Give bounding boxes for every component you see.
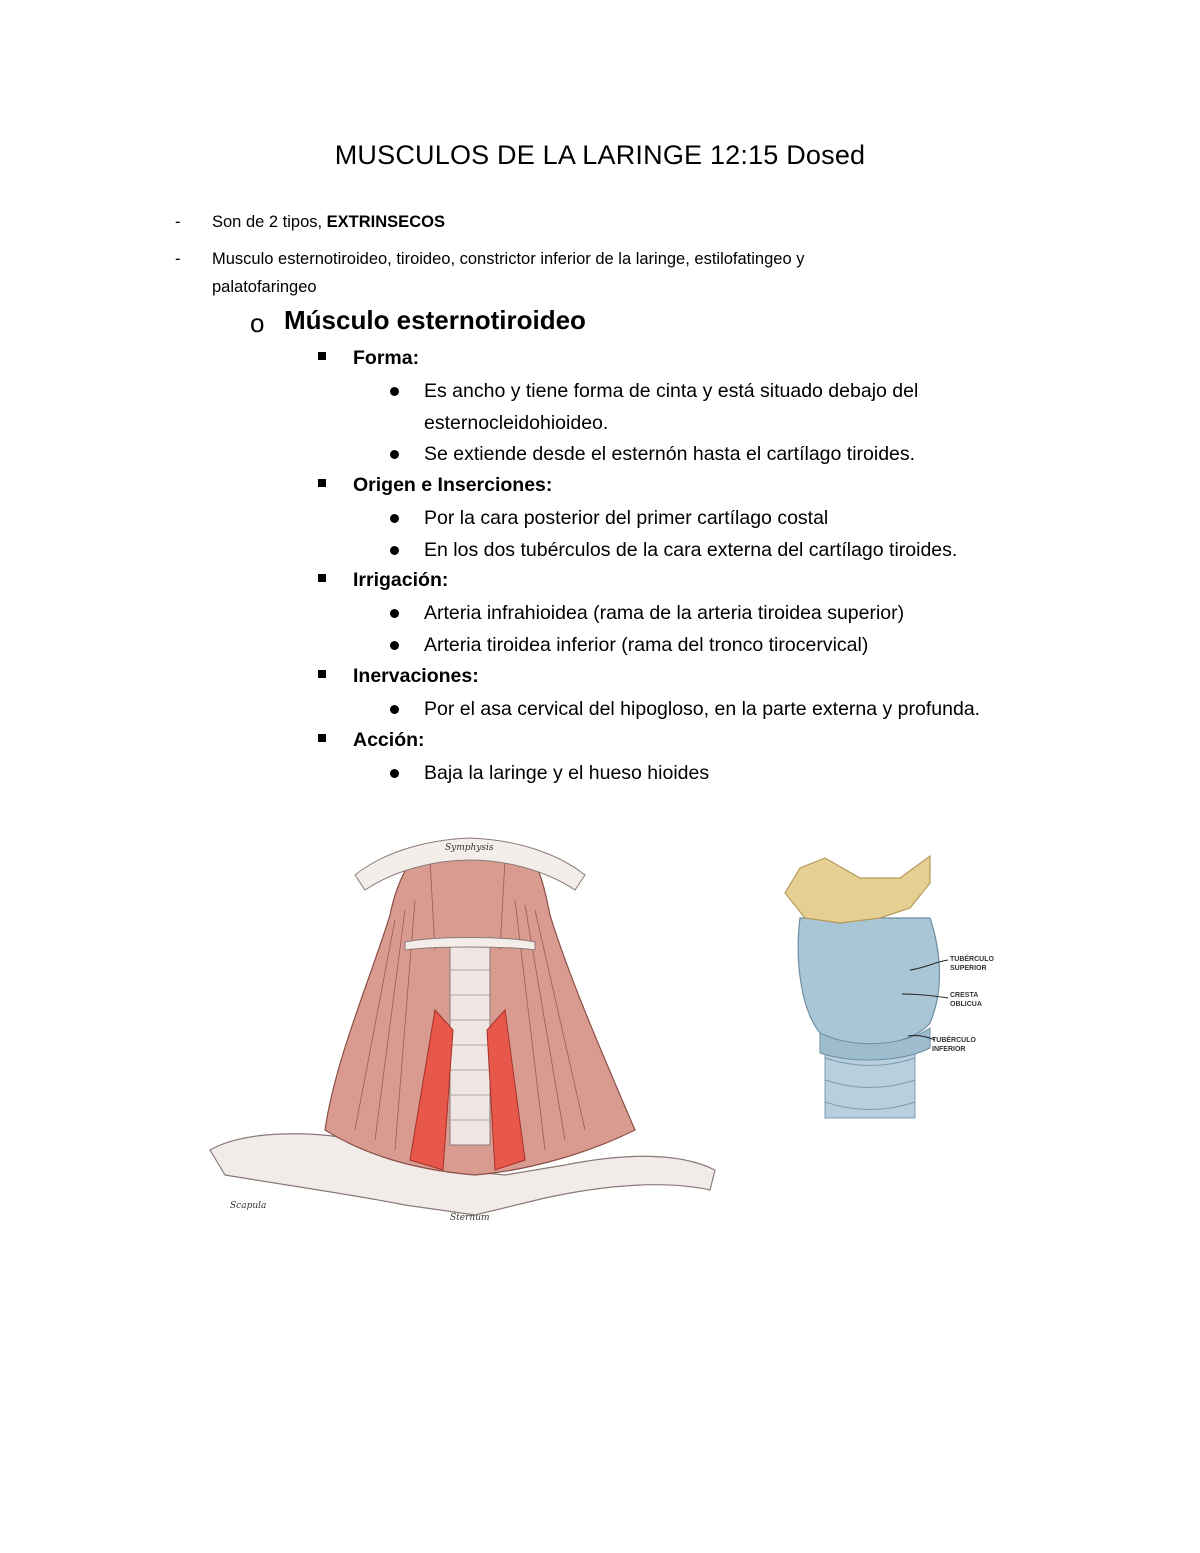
thyroid-cartilage bbox=[798, 918, 939, 1045]
subheading-label: Irrigación: bbox=[353, 569, 449, 591]
intro-text-bold: EXTRINSECOS bbox=[326, 213, 445, 231]
list-item-line: esternocleidohioideo. bbox=[424, 412, 609, 434]
subheading-label: Origen e Inserciones: bbox=[353, 474, 553, 496]
list-item-text bbox=[424, 375, 918, 439]
label-tuberculo-superior-2: SUPERIOR bbox=[950, 965, 987, 972]
neck-muscles-illustration bbox=[205, 830, 720, 1230]
list-item-text: Arteria infrahioidea (rama de la arteria tiroidea superior) bbox=[424, 602, 905, 624]
list-item-text: Por el asa cervical del hipogloso, en la parte externa y profunda. bbox=[424, 698, 981, 720]
dash-bullet: - bbox=[175, 250, 181, 268]
round-bullet bbox=[390, 450, 399, 459]
label-cresta-oblicua-1: CRESTA bbox=[950, 992, 979, 999]
circle-bullet: o bbox=[250, 308, 265, 338]
square-bullet bbox=[318, 574, 326, 582]
hyoid-bone bbox=[785, 856, 930, 923]
dash-bullet: - bbox=[175, 213, 181, 231]
subheading-label: Inervaciones: bbox=[353, 665, 479, 687]
intro-text bbox=[212, 208, 972, 236]
list-item-text: En los dos tubérculos de la cara externa del cartílago tiroides. bbox=[424, 539, 958, 561]
list-item-text: Arteria tiroidea inferior (rama del tronco tirocervical) bbox=[424, 634, 869, 656]
label-tuberculo-inferior-1: TUBÉRCULO bbox=[932, 1037, 976, 1044]
list-item-text: Se extiende desde el esternón hasta el cartílago tiroides. bbox=[424, 443, 916, 465]
label-cresta-oblicua-2: OBLICUA bbox=[950, 1001, 982, 1008]
label-symphysis: Symphysis bbox=[445, 843, 494, 853]
round-bullet bbox=[390, 705, 399, 714]
list-item-line: Es ancho y tiene forma de cinta y está situado debajo del bbox=[424, 380, 919, 402]
round-bullet bbox=[390, 546, 399, 555]
round-bullet bbox=[390, 769, 399, 778]
section-heading-text: Músculo esternotiroideo bbox=[284, 305, 586, 335]
page-title: MUSCULOS DE LA LARINGE 12:15 Dosed bbox=[334, 140, 866, 170]
intro-line: Musculo esternotiroideo, tiroideo, constrictor inferior de la laringe, estilofatingeo y bbox=[212, 250, 805, 268]
label-tuberculo-superior-1: TUBÉRCULO bbox=[950, 956, 994, 963]
larynx-illustration bbox=[780, 848, 1015, 1128]
square-bullet bbox=[318, 734, 326, 742]
intro-text bbox=[212, 245, 972, 301]
square-bullet bbox=[318, 479, 326, 487]
list-item-text: Por la cara posterior del primer cartílago costal bbox=[424, 507, 829, 529]
round-bullet bbox=[390, 514, 399, 523]
square-bullet bbox=[318, 352, 326, 360]
round-bullet bbox=[390, 609, 399, 618]
list-item-text: Baja la laringe y el hueso hioides bbox=[424, 762, 710, 784]
label-tuberculo-inferior-2: INFERIOR bbox=[932, 1046, 966, 1053]
label-sternum: Sternum bbox=[450, 1213, 490, 1223]
intro-line: palatofaringeo bbox=[212, 278, 317, 296]
label-scapula: Scapula bbox=[230, 1201, 267, 1211]
round-bullet bbox=[390, 641, 399, 650]
intro-text-plain: Son de 2 tipos, bbox=[212, 213, 327, 231]
round-bullet bbox=[390, 387, 399, 396]
subheading-label: Acción: bbox=[353, 729, 425, 751]
subheading-label: Forma: bbox=[353, 347, 420, 369]
square-bullet bbox=[318, 670, 326, 678]
